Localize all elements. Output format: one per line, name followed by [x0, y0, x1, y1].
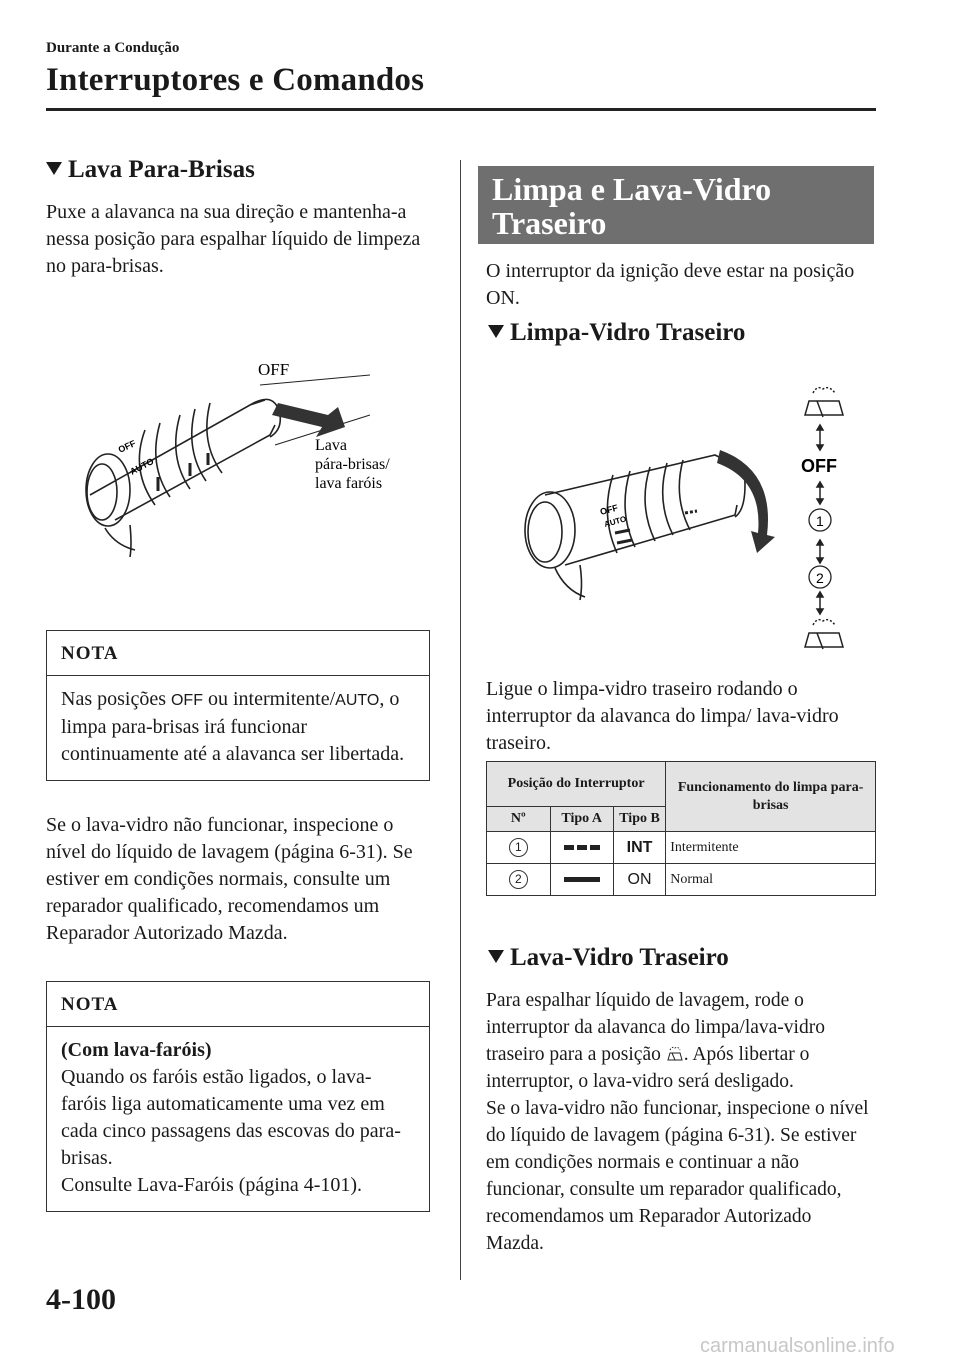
note-body: Nas posições OFF ou intermitente/AUTO, o limpa para-brisas irá funcionar continuamente até a alavanca ser libertada.	[61, 688, 405, 765]
dashed-line-icon	[564, 845, 600, 851]
row-no: 2	[487, 864, 551, 896]
rear-wiper-heading: Limpa-Vidro Traseiro	[488, 319, 745, 347]
washer-text: Puxe a alavanca na sua direção e mantenha-a nessa posição para espalhar líquido de limpeza no para-brisas.	[46, 201, 421, 277]
triangle-bullet-icon	[488, 325, 504, 338]
stalk-auto-mark: AUTO	[128, 456, 156, 477]
washer-top-icon	[805, 388, 843, 417]
rear-wiper-text: Ligue o limpa-vidro traseiro rodando o interruptor da alavanca do limpa/ lava-vidro traseiro.	[486, 678, 839, 754]
auto-symbol: AUTO	[335, 692, 380, 709]
triangle-bullet-icon	[488, 950, 504, 963]
off-symbol: OFF	[170, 692, 203, 709]
rear-wiper-figure	[505, 375, 875, 665]
intro-text: O interruptor da ignição deve estar na posição ON.	[486, 260, 855, 309]
stalk-auto-mark: AUTO	[603, 514, 628, 529]
label-wash-1: Lava	[315, 437, 347, 454]
row-function: Intermitente	[666, 832, 876, 864]
rear-washer-heading: Lava-Vidro Traseiro	[488, 944, 729, 972]
stalk-off-mark: OFF	[598, 502, 619, 517]
note-box-1	[46, 630, 430, 781]
solid-line-icon	[564, 877, 600, 883]
washer-troubleshoot-text: Se o lava-vidro não funcionar, inspecione o nível do líquido de lavagem (página 6-31). Se estiver em condições normais, consulte um reparador qualificado, recomendamos um Reparador Autorizado Mazda.	[46, 814, 413, 944]
label-wash-2: pára-brisas/	[315, 456, 390, 473]
th-type-b: Tipo B	[613, 807, 665, 832]
position-1-label: 1	[816, 513, 824, 529]
note-body	[47, 1027, 429, 1211]
header-rule	[46, 108, 876, 111]
washer-heading: Lava Para-Brisas	[46, 156, 255, 184]
column-divider	[460, 160, 461, 1280]
row-type-a	[550, 832, 613, 864]
row-type-b: INT	[613, 832, 665, 864]
th-no: Nº	[487, 807, 551, 832]
table-row	[487, 864, 876, 896]
note-text: Quando os faróis estão ligados, o lava-faróis liga automaticamente uma vez em cada cinco passagens das escovas do para-brisas.	[61, 1066, 401, 1169]
position-2-label: 2	[816, 570, 824, 586]
row-type-b: ON	[613, 864, 665, 896]
position-off-label: OFF	[801, 456, 837, 476]
pull-arrow-icon	[272, 403, 345, 437]
row-no: 1	[487, 832, 551, 864]
label-off: OFF	[258, 360, 290, 379]
rotate-arrow-icon	[717, 450, 775, 553]
stalk-off-mark: OFF	[116, 438, 138, 455]
th-function: Funcionamento do limpa para-brisas	[666, 762, 876, 832]
table-row	[487, 832, 876, 864]
label-wash-3: lava faróis	[315, 475, 383, 492]
washer-bottom-icon	[805, 620, 843, 649]
note-title: NOTA	[47, 631, 429, 676]
switch-table	[486, 761, 876, 896]
note-reference: Consulte Lava-Faróis (página 4-101).	[61, 1174, 363, 1196]
th-position: Posição do Interruptor	[487, 762, 666, 807]
rear-washer-icon	[666, 1044, 684, 1062]
watermark: carmanualsonline.info	[700, 1335, 895, 1357]
row-function: Normal	[666, 864, 876, 896]
note-box-2	[46, 981, 430, 1212]
page-title: Interruptores e Comandos	[46, 62, 425, 98]
th-type-a: Tipo A	[550, 807, 613, 832]
rear-washer-text: Para espalhar líquido de lavagem, rode o interruptor da alavanca do limpa/lava-vidro traseiro para a posição . Após libertar o interruptor, o lava-vidro será desligado. Se o lava-vidro não funcionar, inspecione o nível do líquido de lavagem (página 6-31). Se estiver em condições normais e continuar a não funcionar, consulte um reparador qualificado, recomendamos um Reparador Autorizado Mazda.	[486, 990, 869, 1254]
page-number: 4-100	[46, 1283, 116, 1316]
row-type-a	[550, 864, 613, 896]
section-title-box: Limpa e Lava-Vidro Traseiro	[478, 166, 874, 244]
note-title: NOTA	[47, 982, 429, 1027]
washer-stalk-figure	[60, 345, 440, 560]
section-label: Durante a Condução	[46, 40, 180, 56]
note-subtitle: (Com lava-faróis)	[61, 1039, 212, 1061]
triangle-bullet-icon	[46, 162, 62, 175]
